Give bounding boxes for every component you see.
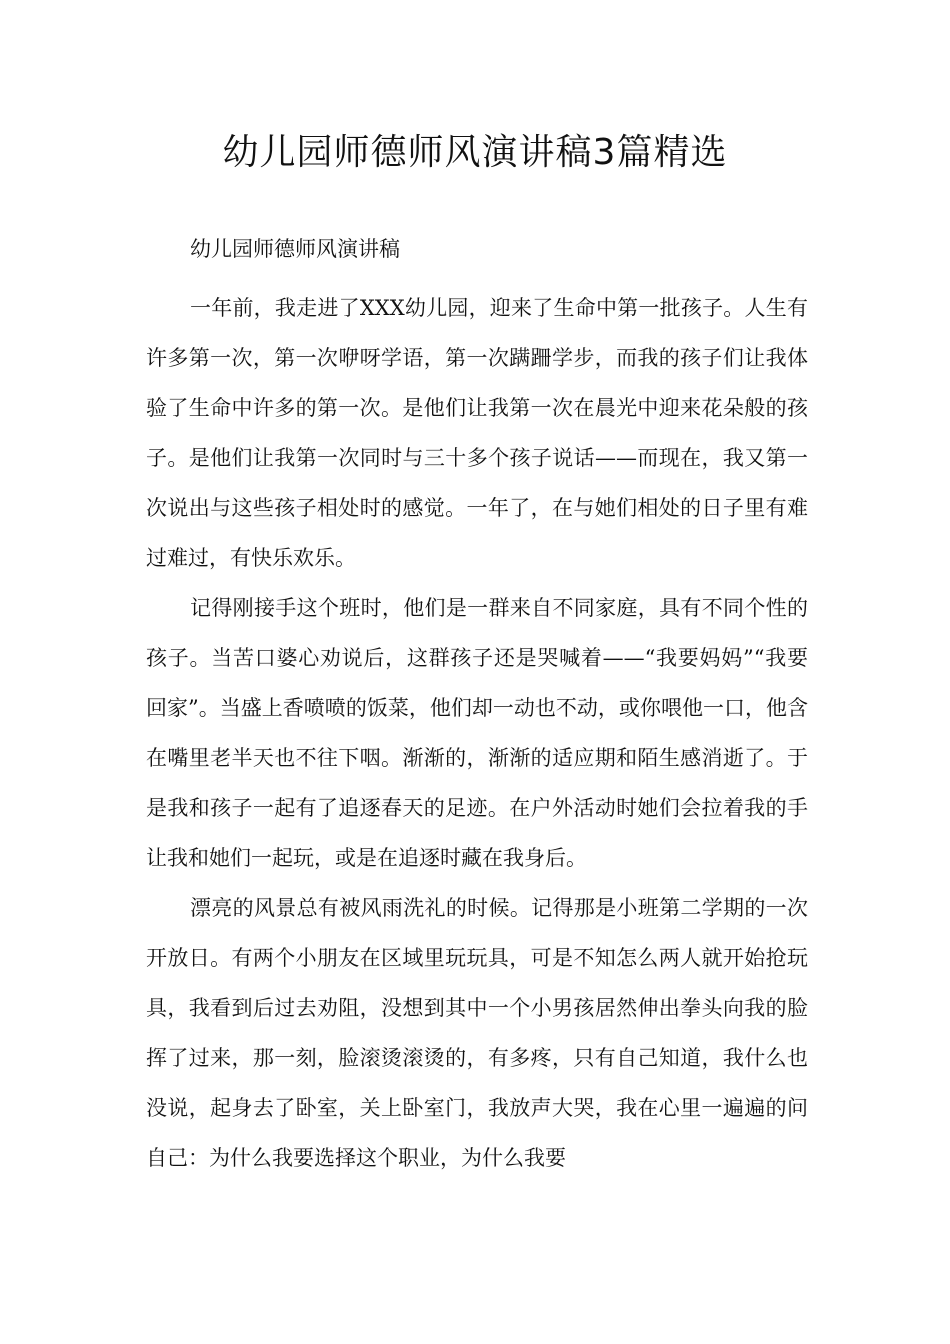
section-heading: 幼儿园师德师风演讲稿 bbox=[190, 237, 400, 261]
paragraph-1: 一年前，我走进了XXX幼儿园，迎来了生命中第一批孩子。人生有许多第一次，第一次咿呀学语，第一次蹒跚学步，而我的孩子们让我体验了生命中许多的第一次。是他们让我第一次在晨光中迎来花朵般的孩子。是他们让我第一次同时与三十多个孩子说话——而现在，我又第一次说出与这些孩子相处时的感觉。一年了，在与她们相处的日子里有难过难过，有快乐欢乐。 bbox=[146, 296, 808, 570]
document-body bbox=[146, 283, 808, 1183]
paragraph-2: 记得刚接手这个班时，他们是一群来自不同家庭，具有不同个性的孩子。当苦口婆心劝说后，这群孩子还是哭喊着——“我要妈妈”“我要回家”。当盛上香喷喷的饭菜，他们却一动也不动，或你喂他一口，他含在嘴里老半天也不往下咽。渐渐的，渐渐的适应期和陌生感消逝了。于是我和孩子一起有了追逐春天的足迹。在户外活动时她们会拉着我的手让我和她们一起玩，或是在追逐时藏在我身后。 bbox=[146, 596, 808, 870]
paragraph-3: 漂亮的风景总有被风雨洗礼的时候。记得那是小班第二学期的一次开放日。有两个小朋友在区域里玩玩具，可是不知怎么两人就开始抢玩具，我看到后过去劝阻，没想到其中一个小男孩居然伸出拳头向我的脸挥了过来，那一刻，脸滚烫滚烫的，有多疼，只有自己知道，我什么也没说，起身去了卧室，关上卧室门，我放声大哭，我在心里一遍遍的问自己：为什么我要选择这个职业，为什么我要 bbox=[146, 896, 808, 1170]
document-title: 幼儿园师德师风演讲稿3篇精选 bbox=[222, 132, 728, 173]
